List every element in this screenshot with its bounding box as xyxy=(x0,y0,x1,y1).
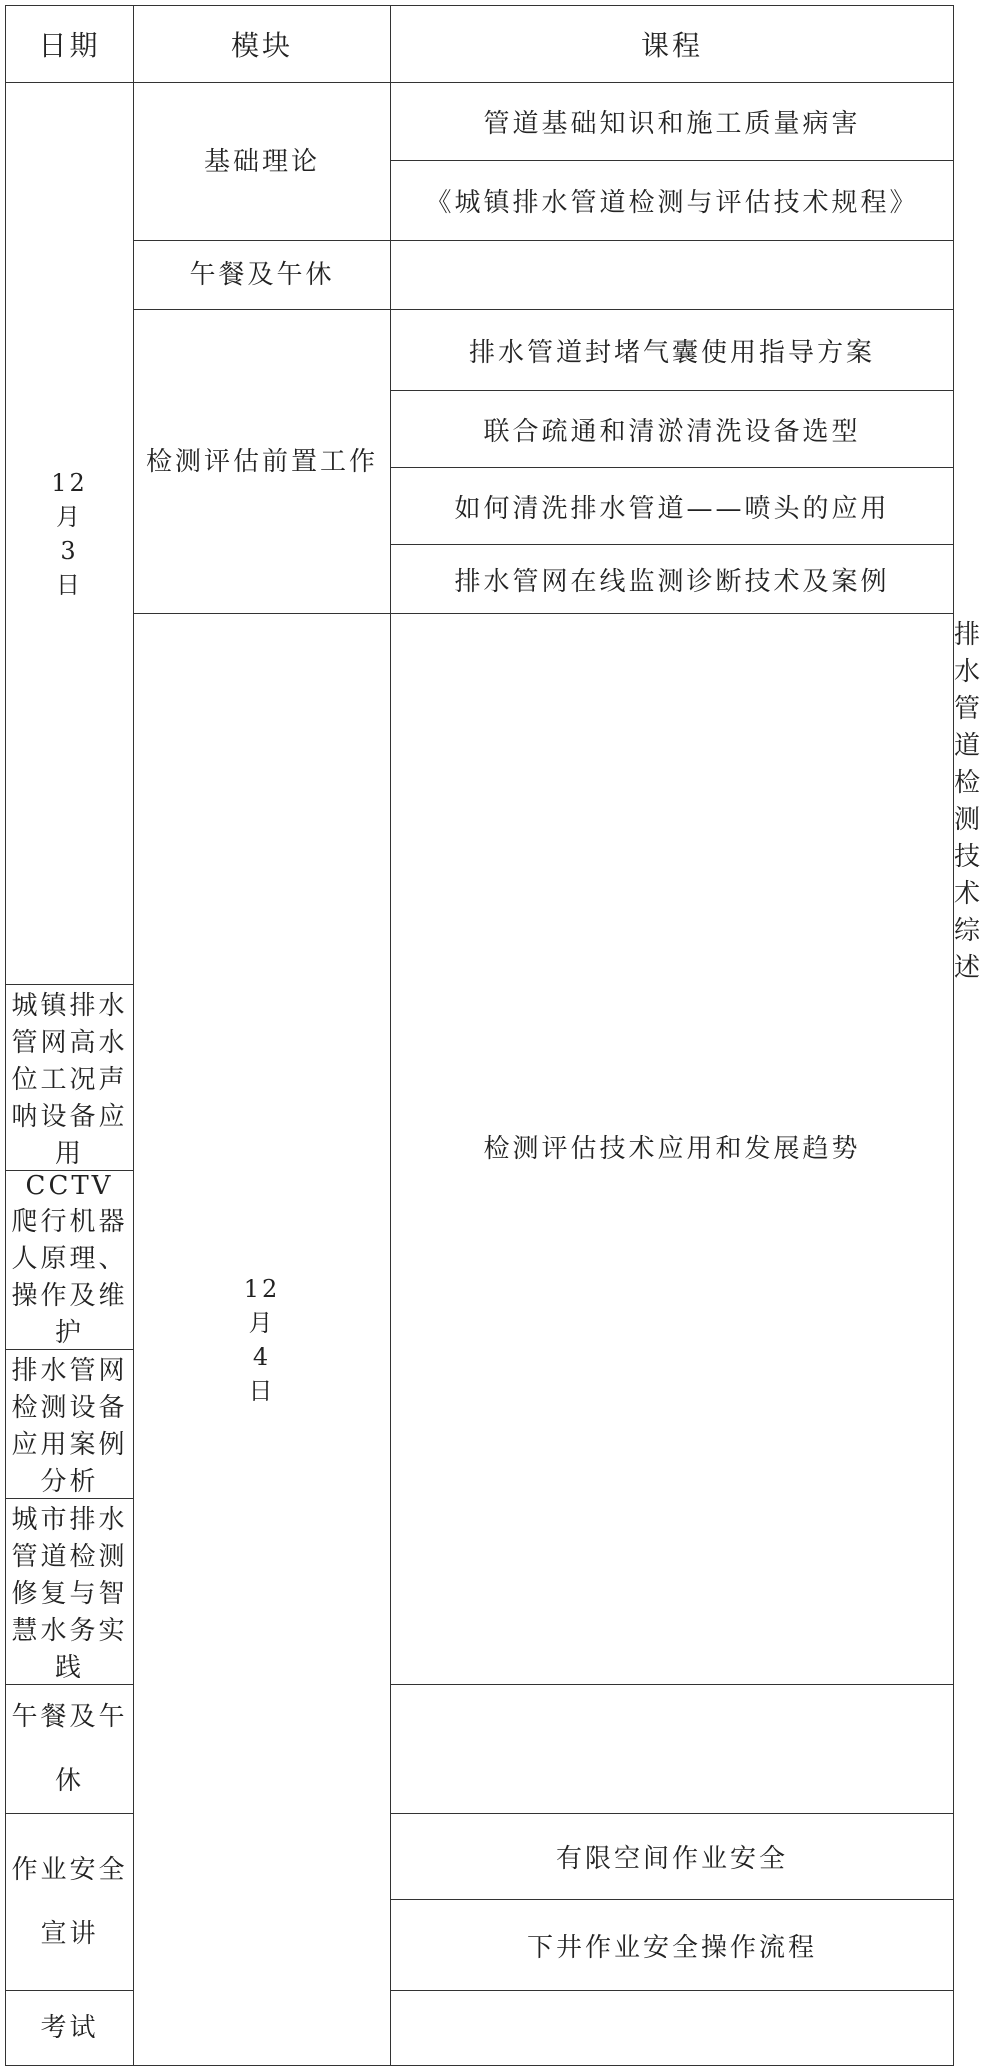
course-cell: 有限空间作业安全 xyxy=(391,1814,954,1900)
course-cell: 城市排水管道检测修复与智慧水务实践 xyxy=(6,1499,134,1685)
date-cell-day2: 12 月 4 日 xyxy=(134,614,391,2066)
date-cell-day1: 12 月 3 日 xyxy=(6,83,134,985)
header-module: 模块 xyxy=(134,6,391,83)
course-cell: CCTV 爬行机器人原理、操作及维护 xyxy=(6,1171,134,1350)
module-lunch: 午餐及午休 xyxy=(6,1685,134,1814)
course-cell: 下井作业安全操作流程 xyxy=(391,1900,954,1991)
course-cell: 排水管道封堵气囊使用指导方案 xyxy=(391,310,954,391)
module-tech-trends: 检测评估技术应用和发展趋势 xyxy=(391,614,954,1685)
module-lunch: 午餐及午休 xyxy=(134,241,391,310)
course-cell: 排水管网检测设备应用案例分析 xyxy=(6,1350,134,1499)
module-exam: 考试 xyxy=(6,1991,134,2066)
table-row xyxy=(6,83,954,161)
course-cell: 如何清洗排水管道——喷头的应用 xyxy=(391,468,954,545)
header-row xyxy=(6,6,954,83)
module-safety: 作业安全宣讲 xyxy=(6,1814,134,1991)
course-cell: 《城镇排水管道检测与评估技术规程》 xyxy=(391,161,954,241)
course-cell: 联合疏通和清淤清洗设备选型 xyxy=(391,391,954,468)
module-basic-theory: 基础理论 xyxy=(134,83,391,241)
table-row: 12 月 4 日 检测评估技术应用和发展趋势 排水管道检测技术综述 xyxy=(6,614,954,985)
course-cell-empty xyxy=(391,241,954,310)
header-date: 日期 xyxy=(6,6,134,83)
course-cell-empty xyxy=(391,1685,954,1814)
course-cell: 管道基础知识和施工质量病害 xyxy=(391,83,954,161)
course-cell-empty xyxy=(391,1991,954,2066)
course-cell: 城镇排水管网高水位工况声呐设备应用 xyxy=(6,985,134,1171)
header-course: 课程 xyxy=(391,6,954,83)
module-pre-work: 检测评估前置工作 xyxy=(134,310,391,614)
table-row xyxy=(6,310,954,391)
training-schedule-table xyxy=(5,5,983,2066)
course-cell: 排水管网在线监测诊断技术及案例 xyxy=(391,545,954,614)
table-row xyxy=(6,241,954,310)
